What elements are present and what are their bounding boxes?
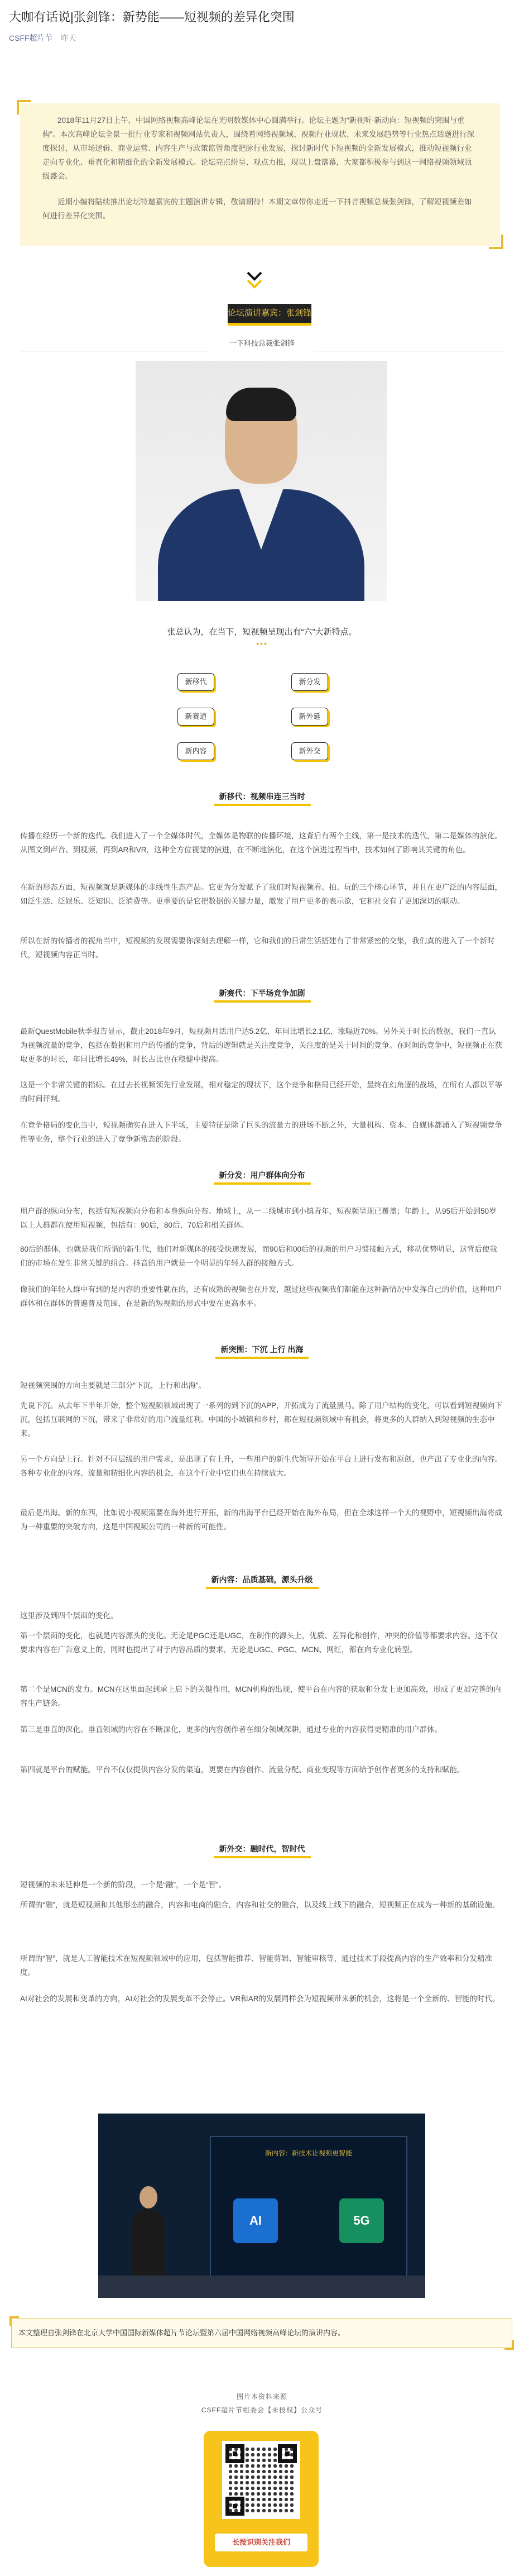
- feature-chip: 新外交: [291, 742, 328, 760]
- account-link[interactable]: CSFF超片节: [9, 34, 53, 42]
- presenter-figure: [140, 2186, 157, 2208]
- publish-date: 昨天: [60, 34, 76, 42]
- qr-finder: [225, 2444, 244, 2463]
- source-line: CSFF超片节组委会【未授权】公众号: [201, 2406, 323, 2414]
- intro-box: [20, 103, 500, 246]
- corner-decoration: [9, 2316, 19, 2326]
- section-paragraph: 在新的形态方面，短视频就是新媒体的非线性生态产品。它更为分发赋予了我们对短视频看、拍、玩的三个核心环节，并且在更广泛的内容层面，如泛生活、泛娱乐、泛知识、泛消费等。更重要的是它把数据的关键力量，激发了用户更多的表示欲，它和社交有了更加深切的联动。: [20, 883, 502, 905]
- section-paragraph: 短视频突围的方向主要就是三部分“下沉，上行和出海”。: [20, 1381, 206, 1390]
- screen-title: 新内容：新技术让视频更智能: [265, 2149, 352, 2157]
- section-paragraph: 先说下沉。从去年下半年开始，整个短视频领域出现了一系列的到下沉的APP，开拓成为了流量黑马。除了用户结构的变化，可以看到短视频向下沉，包括互联网的下沉，带来了非常好的用户流量红利。中国的小城镇和乡村，都在短视频领域中有机会，将更多的人群纳入到短视频的生态中来。: [20, 1401, 503, 1438]
- speaker-photo: [136, 361, 387, 601]
- double-chevron-down-icon: [243, 269, 266, 292]
- section-paragraph: 这里涉及到四个层面的变化。: [20, 1611, 118, 1620]
- section-paragraph: 这是一个非常关键的指标。在过去长视频领先行业发展，相对稳定的现状下，这个竞争和格局已经开始，最终在幻角逐的战场，在所有人都以平等的时间评判。: [20, 1081, 502, 1103]
- stage-floor: [98, 2276, 425, 2298]
- follow-card: [204, 2431, 319, 2567]
- footer-note-box: [11, 2318, 512, 2348]
- section-paragraph: AI对社会的发展和变革的方向，AI对社会的发展变革不会停止。VR和AR的发展同样会为短视频带来新的机会，这将是一个全新的、智能的时代。: [20, 1995, 500, 2003]
- qr-finder: [278, 2444, 297, 2463]
- section-heading: 新突围：下沉 上行 出海: [0, 1344, 524, 1359]
- photo-caption: 一下科技总裁张剑锋: [229, 339, 295, 347]
- follow-label[interactable]: 长按识别关注我们: [215, 2534, 307, 2551]
- section-paragraph: 像我们的年轻人群中有到的是内容的重要性就在的，还有成熟的视频也在开发，越过这些视频我们都能在这种新情况中发挥自己的价值，这种用户群体和在群体的普遍普及范围，在是新的短视频的形式中要在更高水平。: [20, 1285, 502, 1308]
- section-heading: 新内容：品质基础，源头升级: [0, 1574, 524, 1589]
- photo-figure: [226, 388, 296, 421]
- footer-note: 本文整理自张剑锋在北京大学中国国际新媒体超片节论坛暨第六届中国网络视频高峰论坛的演讲内容。: [18, 2329, 345, 2337]
- section-paragraph: 用户群的纵向分布，包括有短视频向分布和本身纵向分布。地域上，从一二线城市到小镇青年，短视频呈现已覆盖；年龄上，从95后开始到50岁以上人群都在使用短视频，包括有：90后，80后，70后和相关群体。: [20, 1207, 497, 1229]
- corner-decoration: [489, 235, 503, 249]
- feature-chip: 新分发: [291, 673, 328, 691]
- feature-chip: 新内容: [177, 742, 214, 760]
- article-title: 大咖有话说|张剑锋：新势能——短视频的差异化突围: [9, 10, 295, 24]
- presentation-screen: [210, 2136, 407, 2278]
- section-paragraph: 所以在新的传播者的视角当中，短视频的发展需要你深刻去理解一样，它和我们的日常生活搭建有了非常紧密的交集，我们真的进入了一个新时代，短视频内容正当时。: [20, 937, 495, 959]
- section-paragraph: 最后是出海。新的东西，比如说小视频需要在海外进行开拓，新的出海平台已经开始在海外布局，但在全球这样一个大的视野中，短视频出海将成为一种重要的突破方向，这是中国视频公司的一种新的可能性。: [20, 1509, 502, 1531]
- section-paragraph: 最新QuestMobile秋季报告显示，截止2018年9月，短视频月活用户达5.2亿，年同比增长2.1亿，涨幅近70%。另外关于时长的数据，我们一直认为视频流量的竞争，包括在数据和用户的传播的竞争，背后的逻辑就是关注度竞争，关注度的是关于时间的竞争。在时间的竞争中，短视频正在获取更多的时长，年同比增长49%，时长占比也在稳健中提高。: [20, 1027, 502, 1063]
- section-paragraph: 第四就是平台的赋能。平台不仅仅提供内容分发的渠道，更要在内容创作、流量分配、商业变现等方面给予创作者更多的支持和赋能。: [20, 1766, 465, 1774]
- section-paragraph: 在竞争格局的变化当中，短视频确实在进入下半场，主要特征是除了巨头的流量力的进场不断之外，大量机构、资本、自媒体都涌入了短视频竞争性等业务，整个行业的进入了竞争新常态的阶段。: [20, 1121, 502, 1143]
- key-quote: 张总认为，在当下，短视频呈现出有“六”大新特点。: [167, 627, 357, 637]
- section-paragraph: 所谓的“智”，就是人工智能技术在短视频领域中的应用，包括智能推荐、智能剪辑、智能审核等，通过技术手段提高内容的生产效率和分发精准度。: [20, 1954, 492, 1977]
- speaker-banner: 论坛演讲嘉宾：张剑锋: [228, 304, 311, 326]
- qr-finder: [225, 2497, 244, 2516]
- section-paragraph: 第二个是MCN的发力。MCN在这里面起到承上启下的关键作用，MCN机构的出现，使平台在内容的获取和分发上更加高效，形成了更加完善的内容生产链条。: [20, 1685, 501, 1707]
- feature-chip: 新赛道: [177, 708, 214, 726]
- article-meta: [9, 32, 76, 44]
- section-paragraph: 所谓的“融”，就是短视频和其他形态的融合，内容和电商的融合，内容和社交的融合，以及线上线下的融合，短视频正在成为一种新的基础设施。: [20, 1901, 500, 1909]
- feature-chip: 新外延: [291, 708, 328, 726]
- ai-tile: AI: [233, 2198, 278, 2243]
- feature-chip: 新移代: [177, 673, 214, 691]
- section-paragraph: 另一个方向是上行。针对不同层级的用户需求，是出现了有上升，一些用户的新生代领导开始在平台上进行发布和原创，也产出了专业化的内容。各种专业化的内容、流量和精细化内容的机会，在这个行业中它们也在持续放大。: [20, 1455, 502, 1477]
- section-paragraph: 第一个层面的变化，也就是内容源头的变化。无论是PGC还是UGC，在制作的源头上，优质、差异化和创作，冲突的价值等都要求内容。这不仅要求内容在广告意义上的，同时也提出了对于内容品质的要求，无论是UGC、PGC、MCN、网红，都在向专业化转型。: [20, 1632, 498, 1654]
- section-paragraph: 80后的群体，也就是我们所谓的新生代，他们对新媒体的接受快速发展，而90后和00后的视频的用户习惯接触方式，移动优势明显，这背后使我们的市场在发生非常关键的组合。抖音的用户就是一个明显的年轻人群的接触方式。: [20, 1245, 498, 1267]
- corner-decoration: [504, 2340, 514, 2350]
- stage-photo: [98, 2114, 425, 2298]
- section-paragraph: 第三是垂直的深化。垂直领域的内容在不断深化，更多的内容创作者在细分领域深耕，通过专业的内容获得更精准的用户群体。: [20, 1725, 442, 1734]
- corner-decoration: [17, 100, 31, 115]
- source-line: 图片本资料来源: [236, 2393, 287, 2401]
- section-heading: 新分发：用户群体向分布: [0, 1170, 524, 1185]
- section-heading: 新移代：视频串连三当时: [0, 791, 524, 806]
- qr-code[interactable]: [222, 2441, 300, 2519]
- quote-dots: •••: [256, 639, 268, 648]
- section-paragraph: 传播在经历一个新的迭代。我们进入了一个全媒体时代，全媒体是物联的传播环境，这背后有两个主线，第一是技术的迭代，第二是媒体的演化。从图文到声音、到视频，再到AR和VR，这种全方位视觉的演进，在不断地演化，在这个演进过程当中，技术如何了影响其关键的角色。: [20, 832, 502, 854]
- section-heading: 新赛代：下半场竞争加剧: [0, 988, 524, 1003]
- section-heading: 新外交：融时代，智时代: [0, 1843, 524, 1858]
- intro-paragraph: 近期小编将陆续推出论坛特邀嘉宾的主题演讲专辑，敬请期待！本期文章带你走近一下抖音视频总裁张剑锋，了解短视频差如何进行差异化突围。: [42, 198, 472, 220]
- section-paragraph: 短视频的未来延伸是一个新的阶段，一个是“融”，一个是“智”。: [20, 1881, 226, 1889]
- 5g-tile: 5G: [339, 2198, 384, 2243]
- intro-paragraph: 2018年11月27日上午，中国网络视频高峰论坛在光明数媒体中心圆满举行。论坛主题为“新视听·新动向：短视频的突围与重构”。本次高峰论坛全景一批行业专家和视频网站负责人，围绕着网络视频域、视频行业现状、未来发展趋势等行业热点话题进行深度探讨，从市场逻辑、商业运营、内容生产与政策监管角度把脉行业发展，探讨新时代下短视频的全新发展模式，推动短视频行业走向专业化、垂直化和精细化的全新发展模式。论坛亮点纷呈、观点力推，现以上盘落幕，大家都积极参与到这一网络视频领域顶级盛会。: [42, 116, 474, 180]
